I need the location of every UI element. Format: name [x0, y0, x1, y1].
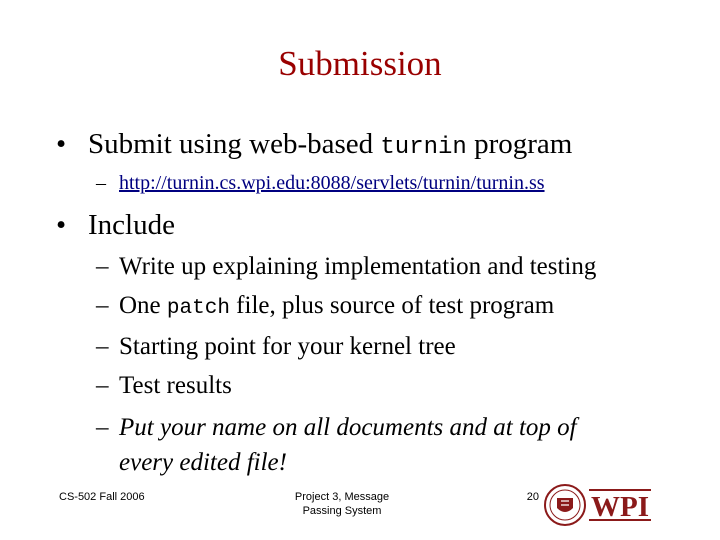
sub-item-name-note: [96, 413, 577, 443]
footer-project-line2: Passing System: [302, 505, 382, 517]
sub-item-kernel-tree: [96, 332, 456, 362]
sub-item-text-line1: Put your name on all documents and at top of: [119, 414, 577, 441]
dash-marker: –: [96, 172, 106, 194]
bullet-text-before: Submit using web-based: [88, 128, 381, 160]
sub-item-text: Starting point for your kernel tree: [119, 333, 456, 360]
code-turnin: turnin: [380, 134, 467, 161]
sub-item-text-after: file, plus source of test program: [229, 292, 555, 319]
slide-title: Submission: [278, 44, 442, 83]
bullet-text-after: program: [466, 128, 573, 160]
sub-item-text: Test results: [119, 372, 232, 399]
bullet-marker: •: [56, 128, 67, 160]
bullet-text: Include: [88, 209, 175, 241]
sub-item-text-before: One: [119, 292, 167, 319]
page-number: 20: [526, 491, 539, 503]
sub-item-patch: [96, 291, 554, 324]
bullet-marker: •: [56, 209, 67, 241]
footer-project-line1: Project 3, Message: [294, 491, 390, 503]
dash-marker: –: [96, 414, 109, 441]
code-patch: patch: [166, 297, 230, 320]
sub-item-link: [96, 170, 545, 196]
bullet-submit: [56, 127, 572, 165]
footer-course: CS-502 Fall 2006: [59, 491, 145, 503]
sub-item-name-note-line2: every edited file!: [119, 449, 287, 476]
bullet-include: [56, 208, 175, 242]
dash-marker: –: [96, 253, 109, 280]
turnin-link[interactable]: http://turnin.cs.wpi.edu:8088/servlets/turnin/turnin.ss: [119, 172, 545, 194]
logo-text: WPI: [591, 491, 649, 523]
sub-item-test-results: [96, 371, 232, 401]
sub-item-text: Write up explaining implementation and testing: [119, 253, 597, 280]
dash-marker: –: [96, 333, 109, 360]
dash-marker: –: [96, 372, 109, 399]
wpi-logo-icon: [543, 481, 653, 529]
sub-item-writeup: [96, 252, 596, 282]
dash-marker: –: [96, 292, 109, 319]
footer-project: [272, 490, 412, 518]
